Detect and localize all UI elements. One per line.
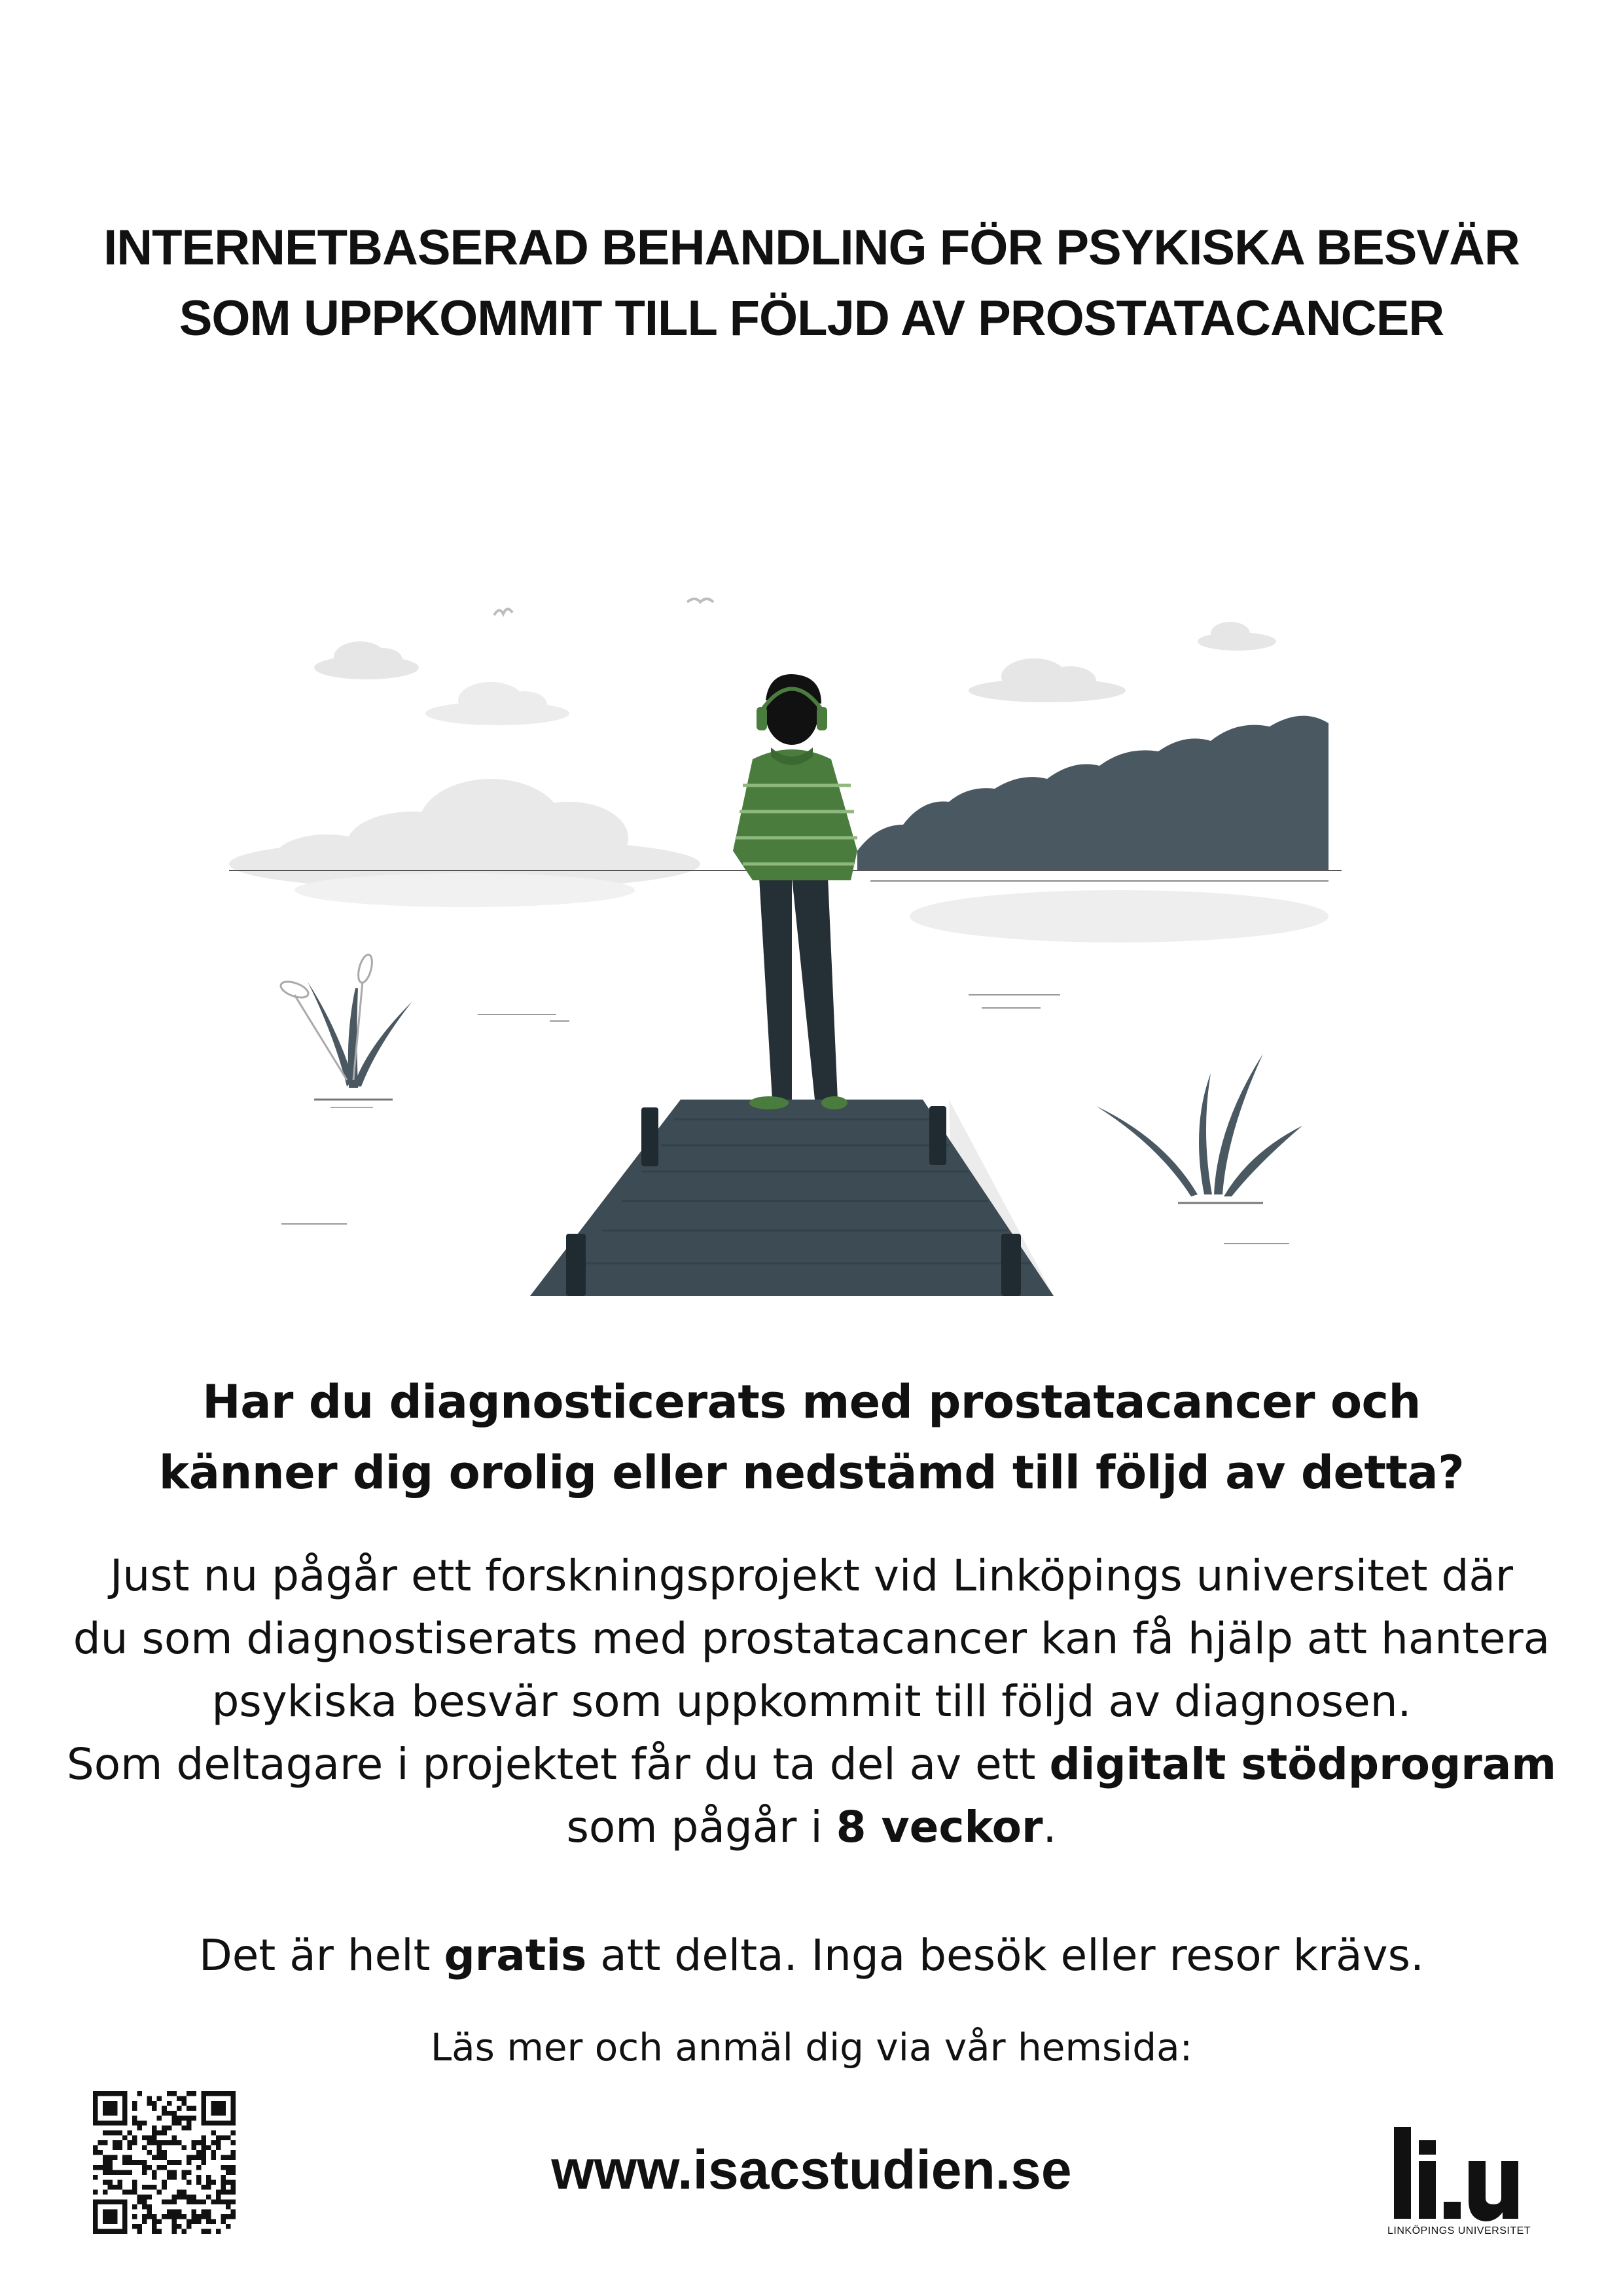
question-line-1: Har du diagnosticerats med prostatacancer och xyxy=(202,1375,1421,1429)
cloud-icon xyxy=(969,658,1126,702)
pier xyxy=(530,1100,1054,1296)
cloud-icon xyxy=(425,682,569,725)
body-line-2: du som diagnostiserats med prostatacancer kan få hjälp att hantera xyxy=(73,1613,1550,1664)
website-link[interactable]: www.isacstudien.se xyxy=(551,2139,1072,2200)
free-post: att delta. Inga besök eller resor krävs. xyxy=(586,1930,1425,1981)
body-line-1: Just nu pågår ett forskningsprojekt vid Linköpings universitet där xyxy=(109,1551,1514,1601)
free-pre: Det är helt xyxy=(198,1930,444,1981)
body-line-4-bold: digitalt stödprogram xyxy=(1049,1739,1557,1789)
body-line-5 xyxy=(0,1796,1623,1859)
hills xyxy=(857,716,1329,870)
free-participation-text xyxy=(0,1924,1623,1987)
read-more-text: Läs mer och anmäl dig via vår hemsida: xyxy=(430,2025,1193,2070)
bird-icon xyxy=(494,609,512,615)
cloud-icon xyxy=(314,641,419,679)
question-line-2: känner dig orolig eller nedstämd till följd av detta? xyxy=(158,1446,1465,1499)
water-reflection xyxy=(294,873,635,907)
body-text xyxy=(0,1545,1623,1859)
question-heading xyxy=(0,1367,1623,1508)
person-figure xyxy=(733,674,857,1109)
poster-title xyxy=(0,213,1623,354)
qr-code[interactable] xyxy=(93,2091,236,2234)
university-name: LINKÖPINGS UNIVERSITET xyxy=(1387,2225,1531,2236)
free-bold: gratis xyxy=(444,1930,587,1981)
body-line-5-text: som pågår i xyxy=(566,1802,836,1852)
title-line-1: INTERNETBASERAD BEHANDLING FÖR PSYKISKA BESVÄR xyxy=(103,220,1520,276)
reeds-right xyxy=(1096,1054,1302,1196)
title-line-2: SOM UPPKOMMIT TILL FÖLJD AV PROSTATACANCER xyxy=(179,291,1444,346)
reeds-left xyxy=(308,982,412,1086)
body-line-4 xyxy=(0,1733,1623,1796)
water-reflection xyxy=(910,890,1329,942)
body-line-5-bold: 8 veckor xyxy=(836,1802,1043,1852)
body-line-4-text: Som deltagare i projektet får du ta del av ett xyxy=(66,1739,1050,1789)
bird-icon xyxy=(687,599,713,602)
body-line-3: psykiska besvär som uppkommit till följd av diagnosen. xyxy=(211,1676,1412,1727)
pier-illustration xyxy=(216,576,1420,1322)
cloud-icon xyxy=(1198,622,1276,651)
body-line-5-end: . xyxy=(1043,1802,1057,1852)
